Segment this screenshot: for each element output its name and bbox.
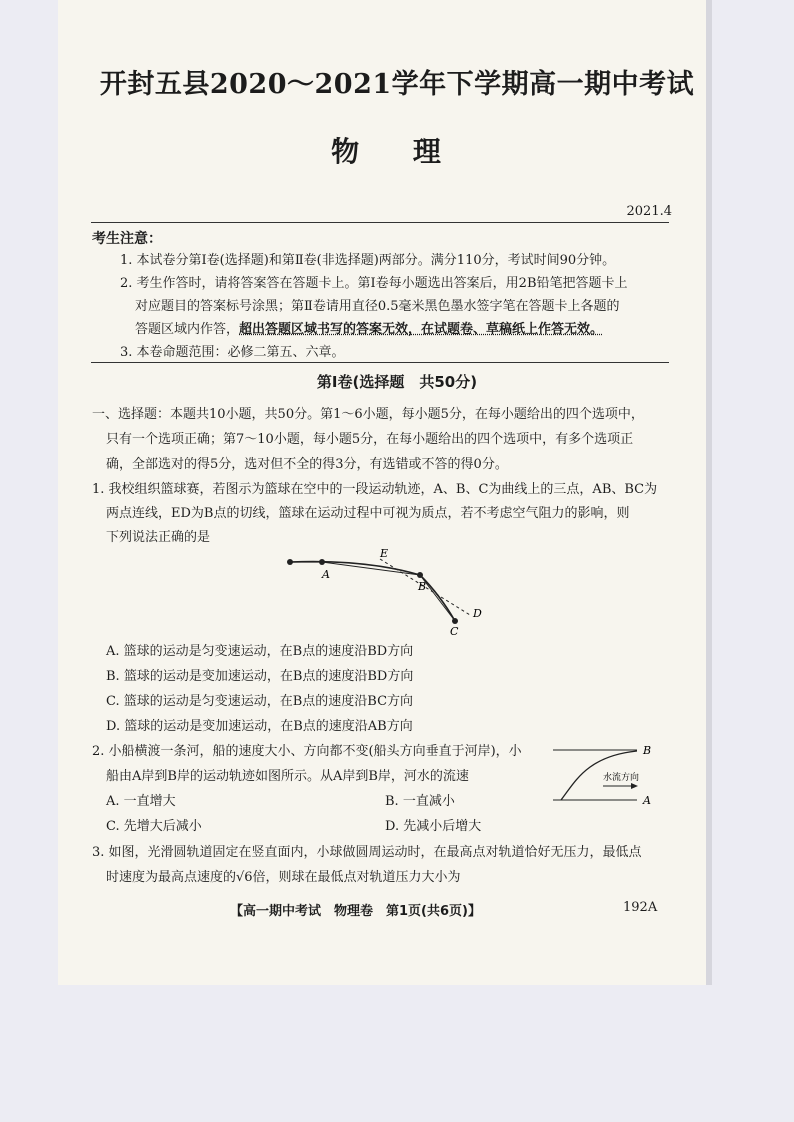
q2-stem-1: 2. 小船横渡一条河，船的速度大小、方向都不变(船头方向垂直于河岸)，小 bbox=[92, 744, 522, 759]
label-d: D bbox=[473, 607, 482, 620]
notice-line-4-emphasis: 超出答题区域书写的答案无效，在试题卷、草稿纸上作答无效。 bbox=[239, 322, 604, 337]
paper-code: 192A bbox=[623, 900, 658, 915]
start-point bbox=[287, 559, 293, 565]
section-intro-3: 确，全部选对的得5分，选对但不全的得3分，有选错或不答的得0分。 bbox=[106, 457, 508, 472]
point-a bbox=[319, 559, 325, 565]
q1-stem-3: 下列说法正确的是 bbox=[106, 530, 211, 545]
q3-stem-1: 3. 如图，光滑圆轨道固定在竖直面内，小球做圆周运动时，在最高点对轨道恰好无压力，最低点 bbox=[92, 845, 642, 860]
q2-option-c: C. 先增大后减小 bbox=[106, 819, 202, 834]
label-b: B bbox=[418, 580, 427, 593]
q1-option-b: B. 篮球的运动是变加速运动，在B点的速度沿BD方向 bbox=[106, 669, 414, 684]
label-e: E bbox=[380, 547, 389, 560]
chord-ab bbox=[322, 562, 420, 575]
section-intro-1: 一、选择题：本题共10小题，共50分。第1～6小题，每小题5分，在每小题给出的四个选项中， bbox=[92, 407, 644, 422]
notice-divider bbox=[91, 362, 669, 363]
notice-line-1: 1. 本试卷分第Ⅰ卷(选择题)和第Ⅱ卷(非选择题)两部分。满分110分，考试时间90分钟。 bbox=[120, 253, 616, 268]
q2-stem-2: 船由A岸到B岸的运动轨迹如图所示。从A岸到B岸，河水的流速 bbox=[106, 769, 469, 784]
point-c bbox=[452, 618, 458, 624]
q1-stem-1: 1. 我校组织篮球赛，若图示为篮球在空中的一段运动轨迹，A、B、C为曲线上的三点，AB、BC为 bbox=[92, 482, 658, 497]
page-footer: 【高一期中考试 物理卷 第1页(共6页)】 bbox=[230, 904, 481, 919]
notice-title: 考生注意： bbox=[92, 231, 162, 247]
notice-line-4 bbox=[135, 318, 603, 337]
q1-trajectory-figure bbox=[270, 545, 500, 635]
label-c: C bbox=[450, 625, 459, 635]
q3-stem-2: 时速度为最高点速度的√6倍，则球在最低点对轨道压力大小为 bbox=[106, 870, 461, 885]
section-intro-2: 只有一个选项正确；第7～10小题，每小题5分，在每小题给出的四个选项中，有多个选项正 bbox=[106, 432, 634, 447]
flow-direction-label: 水流方向 bbox=[603, 773, 640, 783]
notice-line-2: 2. 考生作答时，请将答案答在答题卡上。第Ⅰ卷每小题选出答案后，用2B铅笔把答题卡上 bbox=[120, 276, 628, 291]
exam-title: 开封五县2020～2021学年下学期高一期中考试 bbox=[99, 69, 695, 100]
header-divider bbox=[91, 222, 669, 223]
q2-option-b: B. 一直减小 bbox=[385, 794, 455, 809]
bank-a-label: A bbox=[643, 794, 651, 807]
q1-stem-2: 两点连线，ED为B点的切线，篮球在运动过程中可视为质点，若不考虑空气阻力的影响，则 bbox=[106, 506, 630, 521]
notice-line-5: 3. 本卷命题范围：必修二第五、六章。 bbox=[120, 345, 345, 360]
q2-option-a: A. 一直增大 bbox=[106, 794, 176, 809]
q2-river-figure bbox=[545, 742, 660, 810]
trajectory-curve bbox=[290, 562, 455, 621]
exam-date: 2021.4 bbox=[626, 204, 672, 219]
q1-option-d: D. 篮球的运动是变加速运动，在B点的速度沿AB方向 bbox=[106, 719, 413, 734]
notice-line-4-plain: 答题区域内作答， bbox=[135, 322, 240, 337]
bank-b-label: B bbox=[643, 744, 652, 757]
q1-option-a: A. 篮球的运动是匀变速运动，在B点的速度沿BD方向 bbox=[106, 644, 414, 659]
point-b bbox=[417, 572, 423, 578]
notice-line-3: 对应题目的答案标号涂黑；第Ⅱ卷请用直径0.5毫米黑色墨水签字笔在答题卡上各题的 bbox=[135, 299, 620, 314]
label-a: A bbox=[322, 568, 330, 581]
subject-title: 物 理 bbox=[331, 135, 463, 168]
q1-option-c: C. 篮球的运动是匀变速运动，在B点的速度沿BC方向 bbox=[106, 694, 414, 709]
section-title: 第Ⅰ卷(选择题 共50分) bbox=[316, 373, 478, 391]
q2-option-d: D. 先减小后增大 bbox=[385, 819, 482, 834]
